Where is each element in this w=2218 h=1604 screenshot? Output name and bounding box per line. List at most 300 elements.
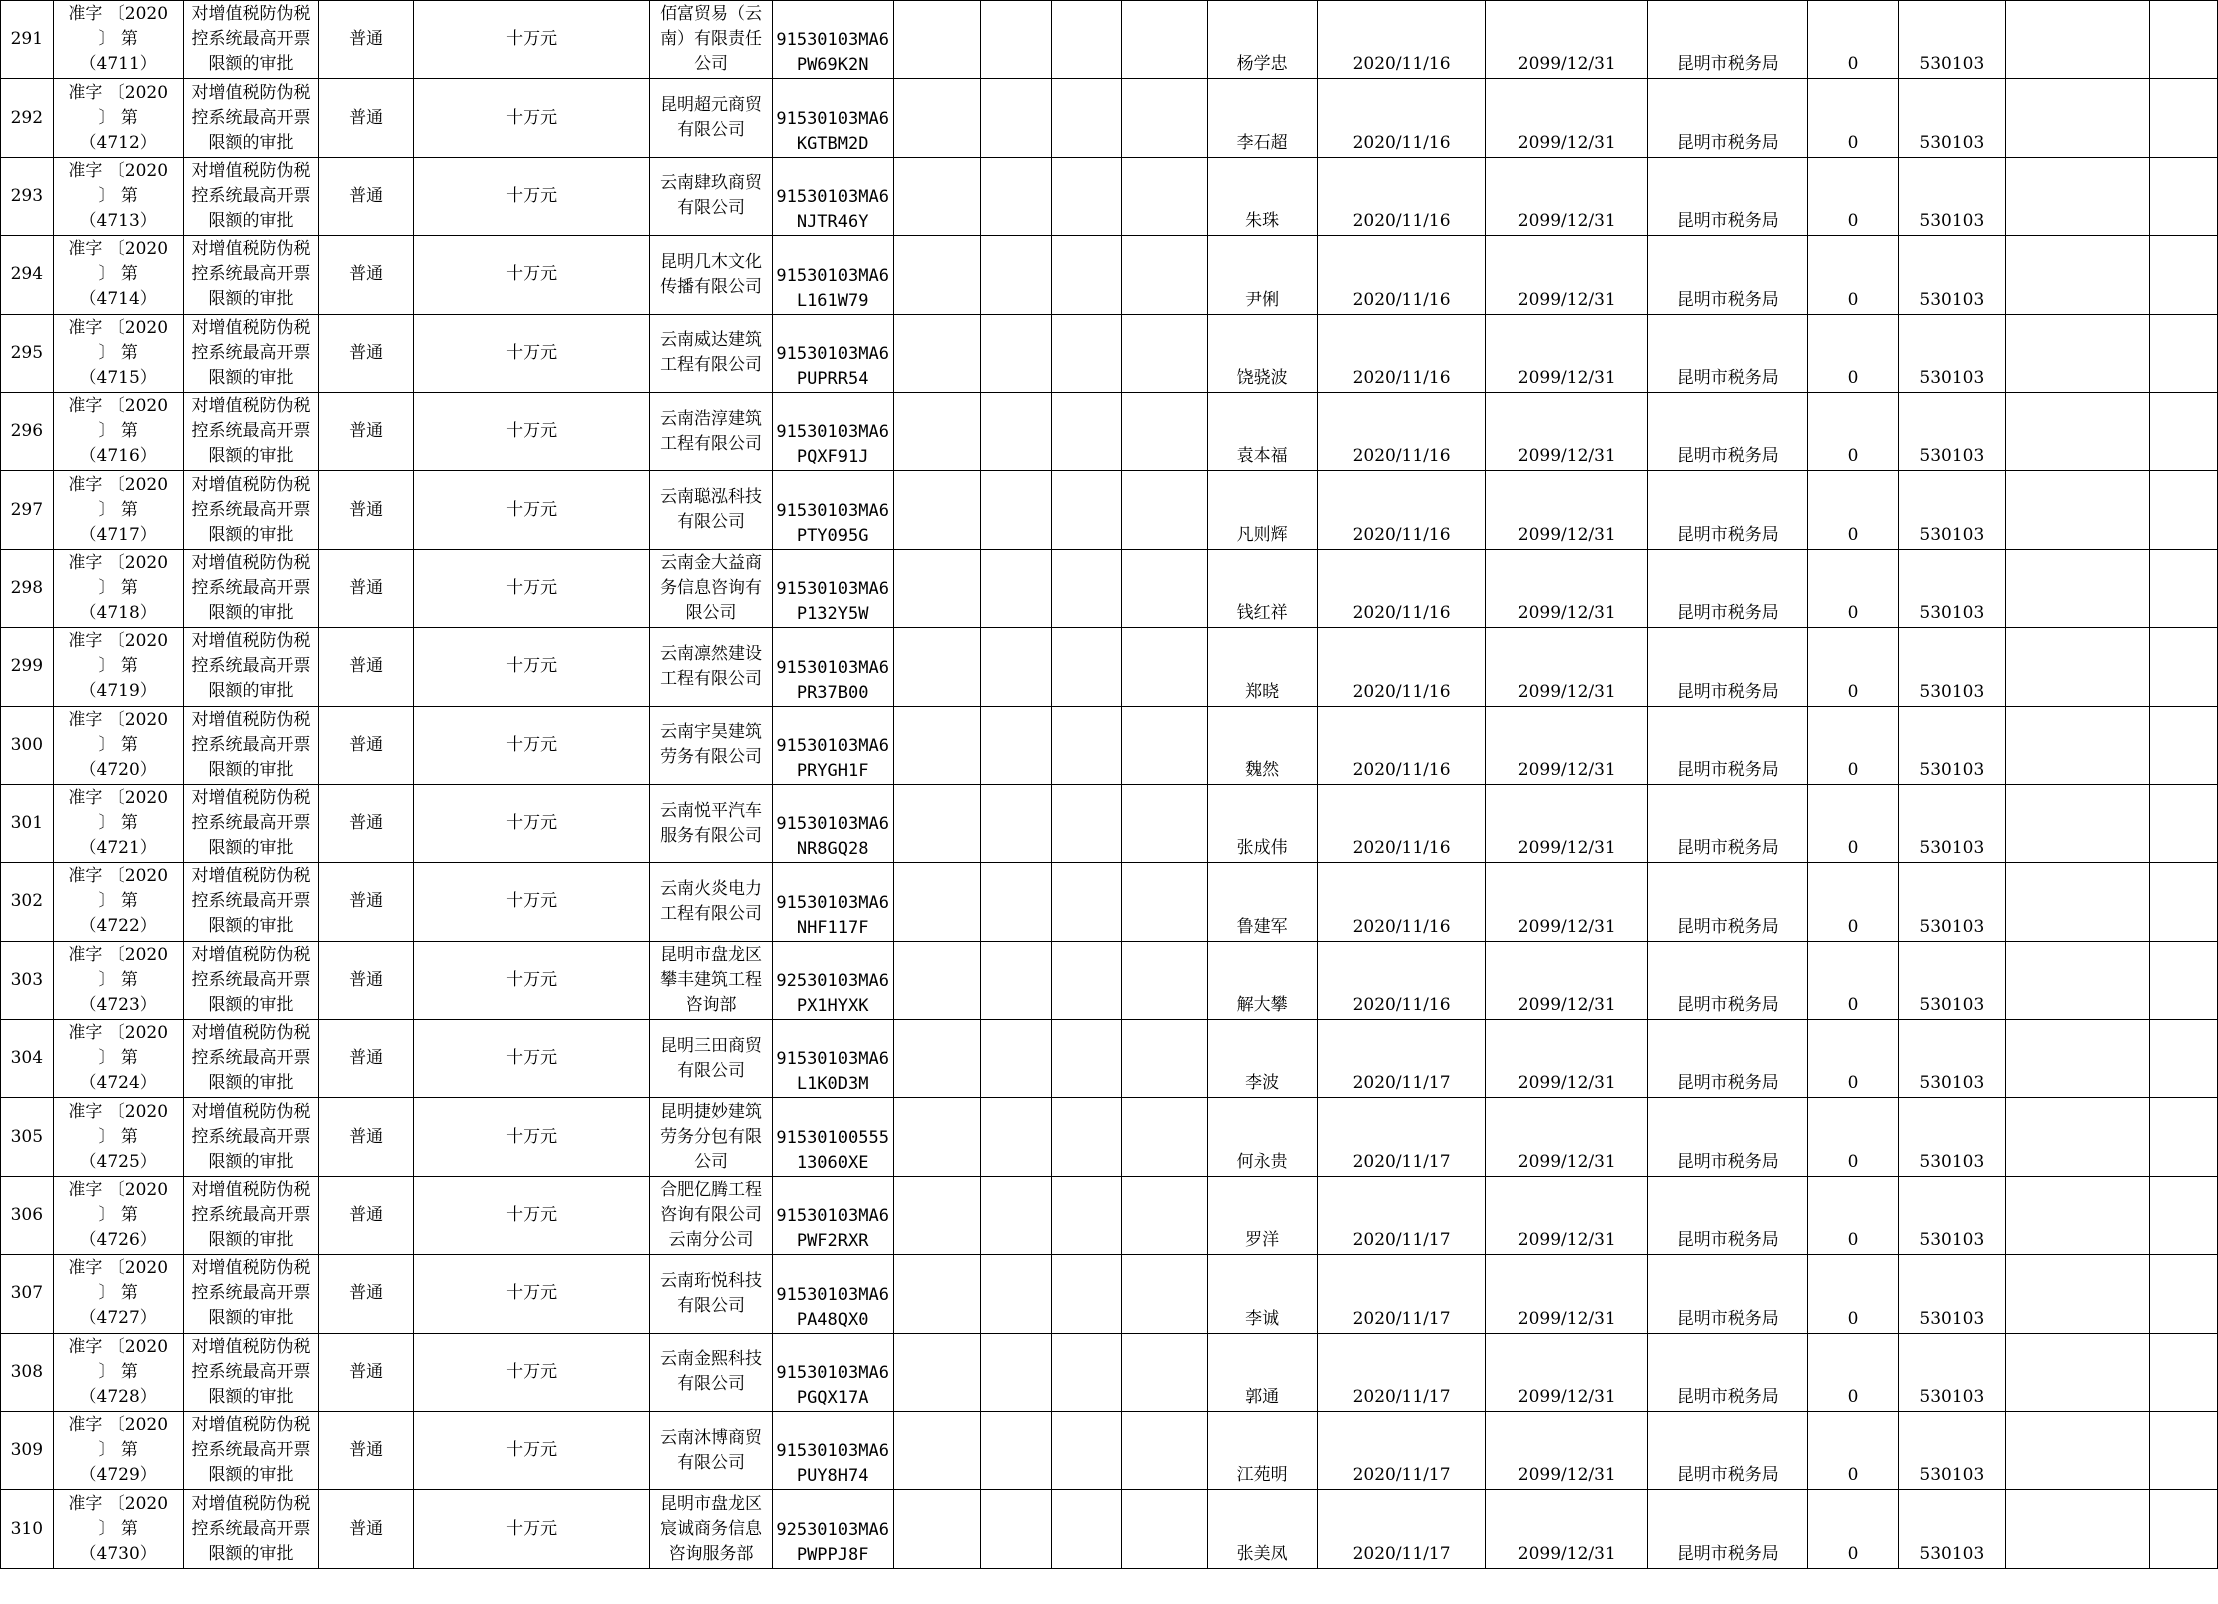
type-cell: 普通 — [319, 1333, 414, 1411]
empty-cell — [2005, 941, 2149, 1019]
type-cell: 普通 — [319, 1255, 414, 1333]
empty-cell — [1122, 79, 1207, 157]
item-cell — [183, 1020, 319, 1098]
company-cell-line: 工程有限公司 — [660, 355, 763, 376]
empty-cell — [2150, 79, 2218, 157]
doc-number-cell-line: （4724） — [79, 1073, 157, 1094]
doc-number-cell-line: 〕 第 — [98, 813, 138, 834]
doc-number-cell-line: 〕 第 — [98, 969, 138, 990]
credit-code-cell-line: L1K0D3M — [796, 1074, 869, 1095]
doc-number-cell — [53, 1020, 183, 1098]
seq-cell: 294 — [1, 236, 54, 314]
doc-number-cell-line: （4726） — [79, 1230, 157, 1251]
doc-number-cell-line: 准字 〔2020 — [68, 1415, 169, 1436]
authority-cell: 昆明市税务局 — [1648, 471, 1808, 549]
person-cell: 李诚 — [1207, 1255, 1317, 1333]
company-cell — [650, 1176, 772, 1254]
region-code-cell: 530103 — [1898, 1333, 2005, 1411]
item-cell — [183, 784, 319, 862]
authority-cell: 昆明市税务局 — [1648, 392, 1808, 470]
start-date-cell: 2020/11/16 — [1317, 863, 1486, 941]
item-cell-line: 控系统最高开票 — [191, 342, 311, 363]
empty-cell — [980, 1333, 1051, 1411]
item-cell-line: 限额的审批 — [208, 1543, 294, 1564]
limit-cell: 十万元 — [413, 1098, 650, 1176]
doc-number-cell-line: （4722） — [79, 916, 157, 937]
company-cell-line: 公司 — [694, 54, 729, 75]
company-cell — [650, 314, 772, 392]
table-row — [1, 863, 2218, 941]
doc-number-cell-line: 〕 第 — [98, 891, 138, 912]
type-cell: 普通 — [319, 1020, 414, 1098]
empty-cell — [2005, 706, 2149, 784]
credit-code-cell — [772, 549, 893, 627]
doc-number-cell-line: （4715） — [79, 367, 157, 388]
credit-code-cell — [772, 1412, 893, 1490]
credit-code-cell — [772, 1020, 893, 1098]
region-code-cell: 530103 — [1898, 706, 2005, 784]
credit-code-cell — [772, 314, 893, 392]
doc-number-cell-line: 准字 〔2020 — [68, 631, 169, 652]
authority-cell: 昆明市税务局 — [1648, 1020, 1808, 1098]
empty-cell — [1051, 1020, 1122, 1098]
company-cell-line: 有限公司 — [677, 120, 746, 141]
empty-cell — [980, 1176, 1051, 1254]
company-cell-line: 咨询服务部 — [668, 1543, 754, 1564]
company-cell-line: 昆明市盘龙区 — [660, 1493, 763, 1514]
doc-number-cell-line: （4719） — [79, 681, 157, 702]
region-code-cell: 530103 — [1898, 314, 2005, 392]
company-cell-line: 有限公司 — [677, 512, 746, 533]
doc-number-cell — [53, 1333, 183, 1411]
type-cell: 普通 — [319, 863, 414, 941]
credit-code-cell — [772, 863, 893, 941]
limit-cell: 十万元 — [413, 863, 650, 941]
table-row — [1, 1255, 2218, 1333]
table-row — [1, 471, 2218, 549]
company-cell-line: 云南分公司 — [668, 1230, 754, 1251]
item-cell-line: 控系统最高开票 — [191, 29, 311, 50]
doc-number-cell-line: 准字 〔2020 — [68, 474, 169, 495]
doc-number-cell-line: 〕 第 — [98, 421, 138, 442]
type-cell: 普通 — [319, 706, 414, 784]
zero-cell: 0 — [1808, 471, 1898, 549]
empty-cell — [1122, 941, 1207, 1019]
doc-number-cell-line: （4712） — [79, 132, 157, 153]
credit-code-cell-line: PUPRR54 — [796, 368, 869, 389]
credit-code-cell — [772, 1490, 893, 1568]
credit-code-cell-line: 91530103MA6 — [776, 1206, 889, 1227]
start-date-cell: 2020/11/17 — [1317, 1255, 1486, 1333]
empty-cell — [980, 941, 1051, 1019]
company-cell-line: 务信息咨询有 — [660, 577, 763, 598]
item-cell-line: 限额的审批 — [208, 446, 294, 467]
item-cell-line: 限额的审批 — [208, 1465, 294, 1486]
empty-cell — [1051, 549, 1122, 627]
empty-cell — [893, 471, 980, 549]
type-cell: 普通 — [319, 784, 414, 862]
zero-cell: 0 — [1808, 941, 1898, 1019]
empty-cell — [893, 549, 980, 627]
credit-code-cell-line: PX1HYXK — [796, 996, 869, 1017]
credit-code-cell-line: NHF117F — [796, 917, 869, 938]
empty-cell — [2005, 863, 2149, 941]
seq-cell: 309 — [1, 1412, 54, 1490]
region-code-cell: 530103 — [1898, 1255, 2005, 1333]
item-cell-line: 控系统最高开票 — [191, 891, 311, 912]
item-cell-line: 控系统最高开票 — [191, 264, 311, 285]
item-cell-line: 限额的审批 — [208, 210, 294, 231]
empty-cell — [2150, 392, 2218, 470]
empty-cell — [893, 1412, 980, 1490]
authority-cell: 昆明市税务局 — [1648, 1, 1808, 79]
doc-number-cell — [53, 549, 183, 627]
doc-number-cell-line: 准字 〔2020 — [68, 709, 169, 730]
end-date-cell: 2099/12/31 — [1486, 314, 1648, 392]
credit-code-cell-line: PW69K2N — [796, 55, 869, 76]
credit-code-cell-line: 91530103MA6 — [776, 814, 889, 835]
empty-cell — [1051, 1490, 1122, 1568]
company-cell-line: 有限公司 — [677, 198, 746, 219]
authority-cell: 昆明市税务局 — [1648, 236, 1808, 314]
company-cell — [650, 1333, 772, 1411]
credit-code-cell — [772, 236, 893, 314]
table-body — [1, 1, 2218, 1569]
item-cell-line: 对增值税防伪税 — [191, 788, 311, 809]
seq-cell: 291 — [1, 1, 54, 79]
person-cell: 郭通 — [1207, 1333, 1317, 1411]
credit-code-cell-line: 91530103MA6 — [776, 579, 889, 600]
authority-cell: 昆明市税务局 — [1648, 314, 1808, 392]
empty-cell — [893, 941, 980, 1019]
doc-number-cell-line: （4729） — [79, 1465, 157, 1486]
doc-number-cell-line: 准字 〔2020 — [68, 160, 169, 181]
end-date-cell: 2099/12/31 — [1486, 706, 1648, 784]
empty-cell — [1122, 1255, 1207, 1333]
doc-number-cell-line: 准字 〔2020 — [68, 1023, 169, 1044]
credit-code-cell-line: L161W79 — [796, 290, 869, 311]
company-cell-line: 云南宇昊建筑 — [660, 722, 763, 743]
item-cell — [183, 1490, 319, 1568]
end-date-cell: 2099/12/31 — [1486, 236, 1648, 314]
end-date-cell: 2099/12/31 — [1486, 1176, 1648, 1254]
credit-code-cell-line: 91530103MA6 — [776, 422, 889, 443]
empty-cell — [980, 628, 1051, 706]
table-row — [1, 784, 2218, 862]
start-date-cell: 2020/11/17 — [1317, 1412, 1486, 1490]
empty-cell — [2150, 628, 2218, 706]
empty-cell — [2150, 1176, 2218, 1254]
doc-number-cell — [53, 79, 183, 157]
table-row — [1, 1412, 2218, 1490]
empty-cell — [893, 1020, 980, 1098]
person-cell: 鲁建军 — [1207, 863, 1317, 941]
item-cell-line: 对增值税防伪税 — [191, 552, 311, 573]
end-date-cell: 2099/12/31 — [1486, 1, 1648, 79]
empty-cell — [980, 314, 1051, 392]
item-cell-line: 对增值税防伪税 — [191, 1023, 311, 1044]
credit-code-cell — [772, 1255, 893, 1333]
empty-cell — [2150, 1020, 2218, 1098]
zero-cell: 0 — [1808, 549, 1898, 627]
company-cell-line: 云南浩淳建筑 — [660, 408, 763, 429]
empty-cell — [1122, 784, 1207, 862]
person-cell: 朱珠 — [1207, 157, 1317, 235]
company-cell — [650, 79, 772, 157]
empty-cell — [1122, 314, 1207, 392]
table-row — [1, 236, 2218, 314]
region-code-cell: 530103 — [1898, 392, 2005, 470]
item-cell-line: 对增值税防伪税 — [191, 866, 311, 887]
empty-cell — [2150, 706, 2218, 784]
empty-cell — [2150, 157, 2218, 235]
empty-cell — [1122, 392, 1207, 470]
empty-cell — [980, 1412, 1051, 1490]
credit-code-cell — [772, 941, 893, 1019]
limit-cell: 十万元 — [413, 314, 650, 392]
start-date-cell: 2020/11/16 — [1317, 471, 1486, 549]
company-cell-line: 云南聪泓科技 — [660, 487, 763, 508]
empty-cell — [1051, 784, 1122, 862]
seq-cell: 302 — [1, 863, 54, 941]
table-row — [1, 706, 2218, 784]
empty-cell — [2150, 1, 2218, 79]
person-cell: 解大攀 — [1207, 941, 1317, 1019]
empty-cell — [893, 1333, 980, 1411]
credit-code-cell — [772, 392, 893, 470]
company-cell — [650, 863, 772, 941]
empty-cell — [893, 1098, 980, 1176]
credit-code-cell — [772, 1098, 893, 1176]
company-cell-line: 工程有限公司 — [660, 433, 763, 454]
item-cell — [183, 1, 319, 79]
company-cell-line: 限公司 — [685, 602, 737, 623]
empty-cell — [893, 1255, 980, 1333]
credit-code-cell-line: NR8GQ28 — [796, 839, 869, 860]
doc-number-cell-line: 准字 〔2020 — [68, 552, 169, 573]
doc-number-cell-line: 准字 〔2020 — [68, 1336, 169, 1357]
item-cell-line: 限额的审批 — [208, 916, 294, 937]
doc-number-cell-line: 〕 第 — [98, 1126, 138, 1147]
credit-code-cell-line: 91530103MA6 — [776, 657, 889, 678]
empty-cell — [1122, 1412, 1207, 1490]
company-cell-line: 工程有限公司 — [660, 903, 763, 924]
start-date-cell: 2020/11/16 — [1317, 157, 1486, 235]
doc-number-cell-line: 准字 〔2020 — [68, 396, 169, 417]
authority-cell: 昆明市税务局 — [1648, 1176, 1808, 1254]
item-cell — [183, 706, 319, 784]
company-cell-line: 公司 — [694, 1151, 729, 1172]
empty-cell — [1051, 236, 1122, 314]
type-cell: 普通 — [319, 236, 414, 314]
empty-cell — [893, 1, 980, 79]
empty-cell — [980, 1020, 1051, 1098]
empty-cell — [1122, 1490, 1207, 1568]
type-cell: 普通 — [319, 1098, 414, 1176]
doc-number-cell-line: （4714） — [79, 289, 157, 310]
start-date-cell: 2020/11/16 — [1317, 314, 1486, 392]
doc-number-cell — [53, 471, 183, 549]
seq-cell: 299 — [1, 628, 54, 706]
empty-cell — [2005, 1255, 2149, 1333]
person-cell: 凡则辉 — [1207, 471, 1317, 549]
seq-cell: 308 — [1, 1333, 54, 1411]
empty-cell — [980, 549, 1051, 627]
table-row — [1, 628, 2218, 706]
start-date-cell: 2020/11/17 — [1317, 1176, 1486, 1254]
empty-cell — [1122, 1176, 1207, 1254]
limit-cell: 十万元 — [413, 1412, 650, 1490]
doc-number-cell-line: 〕 第 — [98, 1361, 138, 1382]
end-date-cell: 2099/12/31 — [1486, 628, 1648, 706]
item-cell-line: 控系统最高开票 — [191, 813, 311, 834]
zero-cell: 0 — [1808, 236, 1898, 314]
empty-cell — [2005, 392, 2149, 470]
type-cell: 普通 — [319, 941, 414, 1019]
item-cell-line: 对增值税防伪税 — [191, 1336, 311, 1357]
company-cell — [650, 1098, 772, 1176]
empty-cell — [2150, 314, 2218, 392]
end-date-cell: 2099/12/31 — [1486, 784, 1648, 862]
doc-number-cell-line: 〕 第 — [98, 656, 138, 677]
authority-cell: 昆明市税务局 — [1648, 863, 1808, 941]
empty-cell — [1122, 1020, 1207, 1098]
end-date-cell: 2099/12/31 — [1486, 941, 1648, 1019]
doc-number-cell-line: 准字 〔2020 — [68, 944, 169, 965]
item-cell — [183, 314, 319, 392]
empty-cell — [980, 863, 1051, 941]
person-cell: 李石超 — [1207, 79, 1317, 157]
doc-number-cell-line: （4728） — [79, 1386, 157, 1407]
empty-cell — [980, 79, 1051, 157]
doc-number-cell-line: 〕 第 — [98, 1048, 138, 1069]
credit-code-cell-line: PWPPJ8F — [796, 1544, 869, 1565]
doc-number-cell — [53, 157, 183, 235]
company-cell — [650, 1490, 772, 1568]
empty-cell — [980, 1, 1051, 79]
credit-code-cell-line: 91530103MA6 — [776, 1284, 889, 1305]
table-row — [1, 1490, 2218, 1568]
start-date-cell: 2020/11/16 — [1317, 941, 1486, 1019]
item-cell-line: 对增值税防伪税 — [191, 1493, 311, 1514]
item-cell-line: 控系统最高开票 — [191, 577, 311, 598]
item-cell-line: 控系统最高开票 — [191, 185, 311, 206]
start-date-cell: 2020/11/16 — [1317, 784, 1486, 862]
limit-cell: 十万元 — [413, 236, 650, 314]
type-cell: 普通 — [319, 314, 414, 392]
empty-cell — [2005, 784, 2149, 862]
credit-code-cell-line: P132Y5W — [796, 604, 869, 625]
authority-cell: 昆明市税务局 — [1648, 784, 1808, 862]
person-cell: 袁本福 — [1207, 392, 1317, 470]
type-cell: 普通 — [319, 79, 414, 157]
credit-code-cell-line: 91530103MA6 — [776, 187, 889, 208]
table-row — [1, 549, 2218, 627]
doc-number-cell-line: 准字 〔2020 — [68, 1101, 169, 1122]
item-cell-line: 限额的审批 — [208, 1151, 294, 1172]
empty-cell — [2005, 1, 2149, 79]
doc-number-cell-line: 准字 〔2020 — [68, 788, 169, 809]
seq-cell: 305 — [1, 1098, 54, 1176]
table-row — [1, 941, 2218, 1019]
type-cell: 普通 — [319, 1, 414, 79]
item-cell-line: 限额的审批 — [208, 1230, 294, 1251]
empty-cell — [2150, 1490, 2218, 1568]
doc-number-cell — [53, 1490, 183, 1568]
table-row — [1, 79, 2218, 157]
type-cell: 普通 — [319, 1412, 414, 1490]
zero-cell: 0 — [1808, 1098, 1898, 1176]
seq-cell: 297 — [1, 471, 54, 549]
company-cell-line: 昆明三田商贸 — [660, 1035, 763, 1056]
company-cell-line: 昆明捷妙建筑 — [660, 1101, 763, 1122]
company-cell-line: 南）有限责任 — [660, 29, 763, 50]
company-cell-line: 有限公司 — [677, 1295, 746, 1316]
empty-cell — [1051, 1, 1122, 79]
empty-cell — [2005, 549, 2149, 627]
company-cell — [650, 471, 772, 549]
end-date-cell: 2099/12/31 — [1486, 549, 1648, 627]
doc-number-cell-line: （4725） — [79, 1151, 157, 1172]
limit-cell: 十万元 — [413, 941, 650, 1019]
item-cell-line: 控系统最高开票 — [191, 1283, 311, 1304]
company-cell-line: 有限公司 — [677, 1060, 746, 1081]
credit-code-cell-line: 92530103MA6 — [776, 971, 889, 992]
company-cell-line: 合肥亿腾工程 — [660, 1180, 763, 1201]
credit-code-cell — [772, 706, 893, 784]
item-cell-line: 限额的审批 — [208, 54, 294, 75]
authority-cell: 昆明市税务局 — [1648, 79, 1808, 157]
seq-cell: 306 — [1, 1176, 54, 1254]
region-code-cell: 530103 — [1898, 1490, 2005, 1568]
seq-cell: 298 — [1, 549, 54, 627]
end-date-cell: 2099/12/31 — [1486, 157, 1648, 235]
empty-cell — [2005, 314, 2149, 392]
limit-cell: 十万元 — [413, 392, 650, 470]
limit-cell: 十万元 — [413, 157, 650, 235]
limit-cell: 十万元 — [413, 1, 650, 79]
item-cell-line: 限额的审批 — [208, 759, 294, 780]
empty-cell — [980, 1490, 1051, 1568]
table-row — [1, 157, 2218, 235]
doc-number-cell — [53, 941, 183, 1019]
end-date-cell: 2099/12/31 — [1486, 1490, 1648, 1568]
end-date-cell: 2099/12/31 — [1486, 471, 1648, 549]
company-cell-line: 云南沐博商贸 — [660, 1427, 763, 1448]
region-code-cell: 530103 — [1898, 863, 2005, 941]
credit-code-cell — [772, 628, 893, 706]
authority-cell: 昆明市税务局 — [1648, 1098, 1808, 1176]
item-cell-line: 对增值税防伪税 — [191, 709, 311, 730]
zero-cell: 0 — [1808, 157, 1898, 235]
item-cell-line: 限额的审批 — [208, 1386, 294, 1407]
item-cell-line: 限额的审批 — [208, 681, 294, 702]
item-cell-line: 对增值税防伪税 — [191, 160, 311, 181]
credit-code-cell-line: 91530100555 — [776, 1127, 889, 1148]
region-code-cell: 530103 — [1898, 1412, 2005, 1490]
type-cell: 普通 — [319, 549, 414, 627]
credit-code-cell-line: PGQX17A — [796, 1388, 869, 1409]
seq-cell: 301 — [1, 784, 54, 862]
company-cell — [650, 628, 772, 706]
empty-cell — [893, 863, 980, 941]
region-code-cell: 530103 — [1898, 549, 2005, 627]
empty-cell — [893, 1176, 980, 1254]
item-cell — [183, 941, 319, 1019]
company-cell — [650, 392, 772, 470]
empty-cell — [1051, 1333, 1122, 1411]
company-cell-line: 传播有限公司 — [660, 276, 763, 297]
